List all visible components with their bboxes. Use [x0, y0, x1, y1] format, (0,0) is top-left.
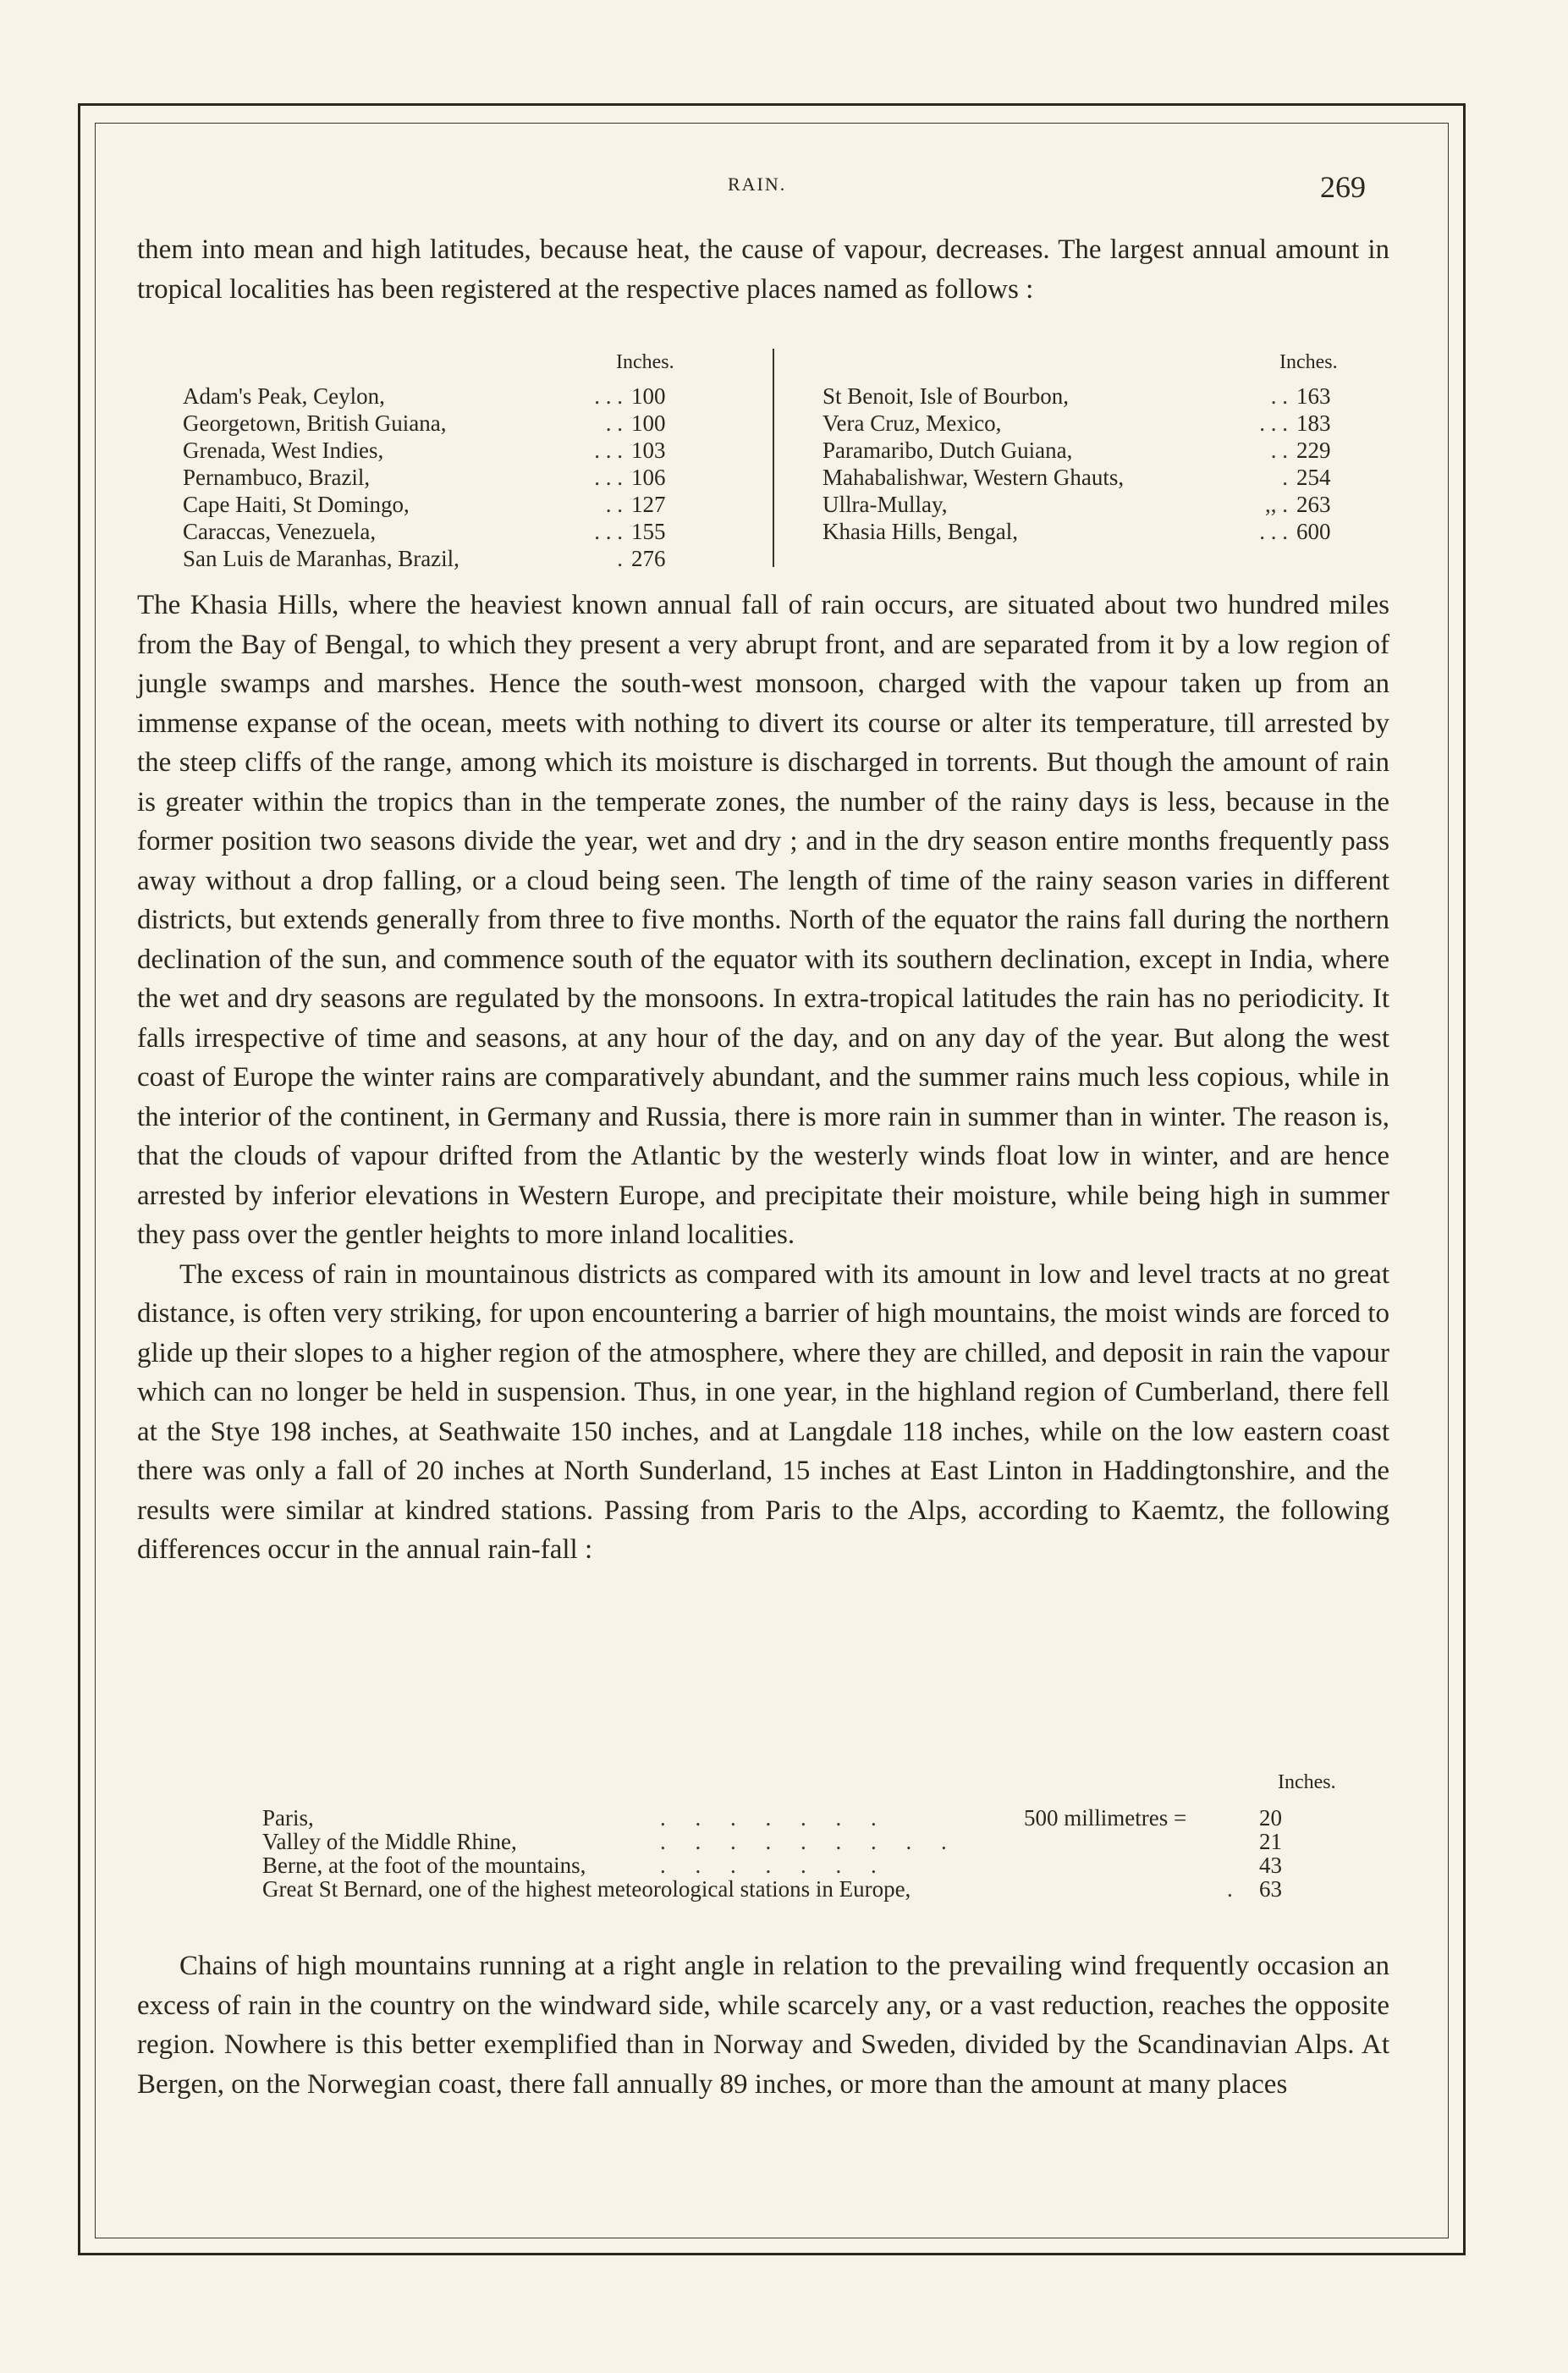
table-row: Paris, . . . . . . . 500 millimetres = 20 — [262, 1805, 1282, 1831]
closing-text — [137, 1946, 1389, 2104]
table-row: Caraccas, Venezuela, . . . 155 — [183, 519, 666, 544]
page-number: 269 — [1320, 170, 1366, 204]
alps-rainfall-table — [262, 1773, 1388, 1917]
unit-header-left: Inches. — [616, 351, 674, 373]
table-row: St Benoit, Isle of Bourbon, . . 163 — [823, 383, 1331, 409]
intro-paragraph: them into mean and high latitudes, because heat, the cause of vapour, decreases. The largest annual amount in tropical localities has been registered at the respective places named as follows : — [137, 234, 1389, 305]
unit-header: Inches. — [1278, 1771, 1336, 1793]
table-row: Berne, at the foot of the mountains, . . . . . . . 43 — [262, 1853, 1282, 1878]
table-row: Cape Haiti, St Domingo, . . 127 — [183, 492, 666, 517]
table-row: Mahabalishwar, Western Ghauts, . 254 — [823, 465, 1331, 490]
tropical-rainfall-table — [183, 349, 1367, 569]
table-row: Vera Cruz, Mexico, . . . 183 — [823, 410, 1331, 436]
table-row: Paramaribo, Dutch Guiana, . . 229 — [823, 438, 1331, 463]
table-row: San Luis de Maranhas, Brazil, . 276 — [183, 546, 666, 571]
table-row: Great St Bernard, one of the highest meteorological stations in Europe, . 63 — [262, 1876, 1282, 1902]
intro-text — [137, 230, 1389, 309]
paragraph-khasia-hills: The Khasia Hills, where the heaviest known annual fall of rain occurs, are situated about two hundred miles from the Bay of Bengal, to which they present a very abrupt front, and are separated from it by a low region of jungle swamps and marshes. Hence the south-west monsoon, charged with the vapour taken up from an immense expanse of the ocean, meets with nothing to divert its course or alter its temperature, till arrested by the steep cliffs of the range, among which its moisture is discharged in torrents. But though the amount of rain is greater within the tropics than in the temperate zones, the number of the rainy days is less, because in the former position two seasons divide the year, wet and dry ; and in the dry season entire months frequently pass away without a drop falling, or a cloud being seen. The length of time of the rainy season varies in different districts, but extends generally from three to five months. North of the equator the rains fall during the northern declination of the sun, and commence south of the equator with its southern declination, except in India, where the wet and dry seasons are regulated by the monsoons. In extra-tropical latitudes the rain has no periodicity. It falls irrespective of time and seasons, at any hour of the day, and on any day of the year. But along the west coast of Europe the winter rains are comparatively abundant, and the summer rains much less copious, while in the interior of the continent, in Germany and Russia, there is more rain in summer than in winter. The reason is, that the clouds of vapour drifted from the Atlantic by the westerly winds float low in winter, and are hence arrested by inferior elevations in Western Europe, and precipitate their moisture, while being high in summer they pass over the gentler heights to more inland localities. — [137, 590, 1389, 1250]
table-row: Adam's Peak, Ceylon, . . . 100 — [183, 383, 666, 409]
table-row: Grenada, West Indies, . . . 103 — [183, 438, 666, 463]
body-text — [137, 586, 1389, 1570]
running-title: RAIN. — [728, 173, 787, 195]
paragraph-mountain-chains: Chains of high mountains running at a right angle in relation to the prevailing wind frequently occasion an excess of rain in the country on the windward side, while scarcely any, or a vast reduction, reaches the opposite region. Nowhere is this better exemplified than in Norway and Sweden, divided by the Scandinavian Alps. At Bergen, on the Norwegian coast, there fall annually 89 inches, or more than the amount at many places — [137, 1951, 1389, 2100]
unit-header-right: Inches. — [1279, 351, 1338, 373]
table-row: Georgetown, British Guiana, . . 100 — [183, 410, 666, 436]
paragraph-mountain-excess: The excess of rain in mountainous districts as compared with its amount in low and level tracts at no great distance, is often very striking, for upon encountering a barrier of high mountains, the moist winds are forced to glide up their slopes to a higher region of the atmosphere, where they are chilled, and deposit in rain the vapour which can no longer be held in suspension. Thus, in one year, in the highland region of Cumberland, there fell at the Stye 198 inches, at Seathwaite 150 inches, and at Langdale 118 inches, while on the low eastern coast there was only a fall of 20 inches at North Sunderland, 15 inches at East Linton in Haddingtonshire, and the results were similar at kindred stations. Passing from Paris to the Alps, according to Kaemtz, the following differences occur in the annual rain-fall : — [137, 1258, 1389, 1565]
table-row: Khasia Hills, Bengal, . . . 600 — [823, 519, 1331, 544]
table-row: Valley of the Middle Rhine, . . . . . . . . . 21 — [262, 1829, 1282, 1854]
column-divider — [773, 349, 774, 567]
table-row: Pernambuco, Brazil, . . . 106 — [183, 465, 666, 490]
table-row: Ullra-Mullay, ,, . 263 — [823, 492, 1331, 517]
